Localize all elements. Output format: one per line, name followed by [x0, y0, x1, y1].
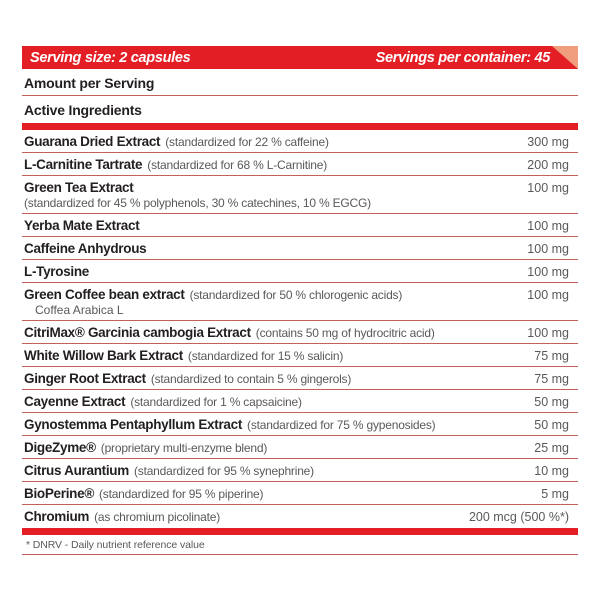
ingredient-amount: 100 mg [527, 326, 569, 340]
ingredient-detail: (contains 50 mg of hydrocitric acid) [255, 326, 435, 340]
ingredient-amount: 75 mg [534, 372, 569, 386]
ingredient-detail: (standardized for 1 % capsaicine) [130, 395, 302, 409]
ingredient-detail: (standardized for 15 % salicin) [187, 349, 344, 363]
ingredients-list [22, 130, 578, 527]
ingredient-amount: 100 mg [527, 181, 569, 195]
ingredient-detail: (standardized for 50 % chlorogenic acids) [189, 288, 403, 302]
ingredient-amount: 100 mg [527, 288, 569, 302]
ingredient-amount: 5 mg [541, 487, 569, 501]
serving-info-ribbon [22, 46, 578, 69]
ingredient-detail: (standardized to contain 5 % gingerols) [150, 372, 352, 386]
ingredient-row [22, 237, 578, 260]
ingredient-row [22, 459, 578, 482]
ingredient-amount: 50 mg [534, 395, 569, 409]
ingredient-amount: 10 mg [534, 464, 569, 478]
servings-per-container-label: Servings per container: 45 [375, 49, 550, 66]
active-ingredients-heading: Active Ingredients [24, 102, 142, 118]
ingredient-amount: 200 mcg (500 %*) [468, 510, 569, 524]
ingredient-row [22, 176, 578, 214]
ingredient-row [22, 482, 578, 505]
ingredient-name: Guarana Dried Extract [24, 134, 161, 149]
ingredient-row [22, 344, 578, 367]
ingredient-row [22, 436, 578, 459]
ingredient-amount: 100 mg [527, 242, 569, 256]
ingredient-name: Yerba Mate Extract [24, 218, 140, 233]
ingredient-name: L-Tyrosine [24, 264, 90, 279]
ingredient-name: Cayenne Extract [24, 394, 126, 409]
footer-divider-bar [22, 528, 578, 535]
ingredient-row [22, 505, 578, 527]
ingredient-amount: 25 mg [534, 441, 569, 455]
dnrv-footnote: * DNRV - Daily nutrient reference value [22, 535, 578, 555]
ingredient-name: L-Carnitine Tartrate [24, 157, 143, 172]
ingredient-amount: 300 mg [527, 135, 569, 149]
ingredient-detail: (as chromium picolinate) [94, 510, 221, 524]
supplement-facts-panel [22, 46, 578, 555]
ingredient-name: White Willow Bark Extract [24, 348, 183, 363]
ingredient-name: Green Tea Extract [24, 180, 134, 195]
serving-size-label: Serving size: 2 capsules [30, 49, 191, 66]
ingredient-name: CitriMax® Garcinia cambogia Extract [24, 325, 251, 340]
ingredient-row [22, 130, 578, 153]
ingredient-detail-line2: (standardized for 45 % polyphenols, 30 % catechines, 10 % EGCG) [24, 196, 371, 210]
ingredient-row [22, 321, 578, 344]
ingredient-name: BioPerine® [24, 486, 94, 501]
ingredient-row [22, 153, 578, 176]
ingredient-row [22, 260, 578, 283]
ingredient-amount: 100 mg [527, 265, 569, 279]
ingredient-name: Green Coffee bean extract [24, 287, 185, 302]
ingredient-detail: (standardized for 75 % gypenosides) [247, 418, 436, 432]
ingredient-row [22, 283, 578, 321]
ingredient-row [22, 413, 578, 436]
ingredient-name: Caffeine Anhydrous [24, 241, 147, 256]
ingredient-name: Citrus Aurantium [24, 463, 129, 478]
ingredient-name: Gynostemma Pentaphyllum Extract [24, 417, 243, 432]
amount-per-serving-heading: Amount per Serving [22, 69, 578, 96]
ingredient-row [22, 367, 578, 390]
ingredient-row [22, 214, 578, 237]
ingredient-amount: 50 mg [534, 418, 569, 432]
ingredient-detail: (standardized for 22 % caffeine) [165, 135, 329, 149]
ingredient-row [22, 390, 578, 413]
ingredient-name: Chromium [24, 509, 90, 524]
ingredient-amount: 75 mg [534, 349, 569, 363]
ingredient-detail: (standardized for 68 % L-Carnitine) [147, 158, 328, 172]
ingredient-detail: (standardized for 95 % piperine) [98, 487, 264, 501]
ingredient-name: Ginger Root Extract [24, 371, 146, 386]
ingredient-amount: 100 mg [527, 219, 569, 233]
section-divider-bar [22, 123, 578, 130]
ingredient-name: DigeZyme® [24, 440, 96, 455]
ingredient-subline: Coffea Arabica L [35, 303, 124, 317]
ingredient-detail: (proprietary multi-enzyme blend) [100, 441, 268, 455]
ingredient-amount: 200 mg [527, 158, 569, 172]
ingredient-detail: (standardized for 95 % synephrine) [133, 464, 314, 478]
